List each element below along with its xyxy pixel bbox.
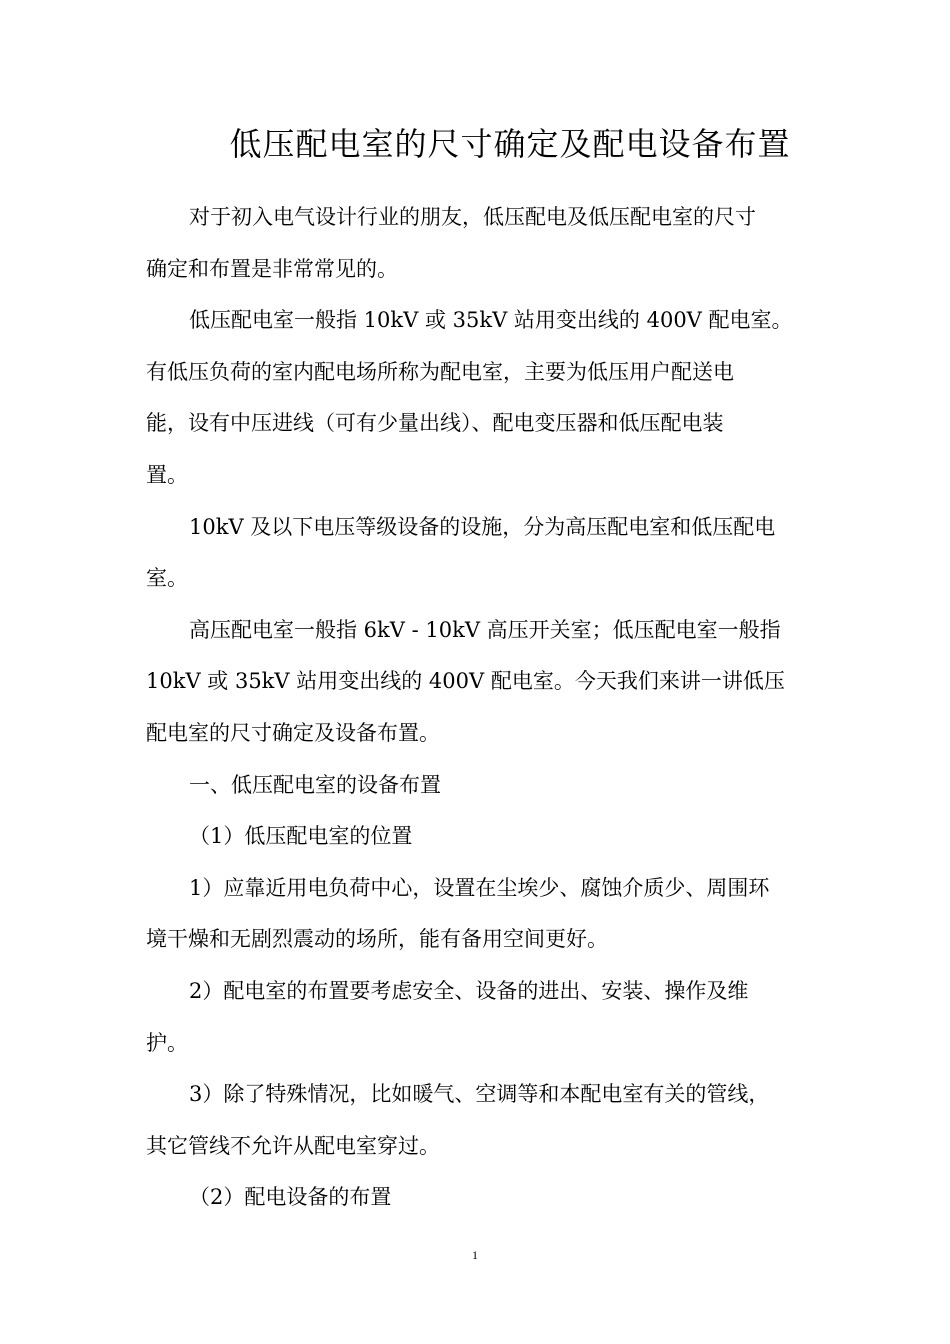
text-line: 2）配电室的布置要考虑安全、设备的进出、安装、操作及维	[189, 978, 749, 1003]
text-line: 境干燥和无剧烈震动的场所，能有备用空间更好。	[146, 927, 608, 952]
text-line: 其它管线不允许从配电室穿过。	[146, 1133, 440, 1158]
page-number: 1	[472, 1248, 478, 1262]
section-heading	[146, 760, 806, 812]
text-line: 室。	[146, 566, 188, 591]
text-line: 10kV 及以下电压等级设备的设施，分为高压配电室和低压配电	[189, 514, 776, 539]
paragraph	[146, 605, 806, 760]
text-line: 确定和布置是非常常见的。	[146, 256, 398, 281]
text-line: 10kV 或 35kV 站用变出线的 400V 配电室。今天我们来讲一讲低压	[146, 669, 785, 694]
text-line: 高压配电室一般指 6kV - 10kV 高压开关室；低压配电室一般指	[189, 617, 781, 642]
paragraph	[146, 192, 806, 295]
paragraph	[146, 863, 806, 966]
text-line: 护。	[146, 1030, 188, 1055]
text-line: 一、低压配电室的设备布置	[189, 772, 441, 797]
text-line: （1）低压配电室的位置	[189, 824, 413, 849]
text-line: 有低压负荷的室内配电场所称为配电室，主要为低压用户配送电	[146, 359, 734, 384]
page-title: 低压配电室的尺寸确定及配电设备布置	[229, 125, 791, 163]
text-line: 对于初入电气设计行业的朋友，低压配电及低压配电室的尺寸	[189, 205, 756, 229]
paragraph	[146, 295, 806, 501]
text-line: 3）除了特殊情况，比如暖气、空调等和本配电室有关的管线，	[189, 1082, 770, 1107]
document-body	[146, 192, 806, 1224]
paragraph	[146, 1069, 806, 1172]
text-line: 能，设有中压进线（可有少量出线）、配电变压器和低压配电装	[146, 411, 724, 436]
paragraph	[146, 502, 806, 605]
text-line: 低压配电室一般指 10kV 或 35kV 站用变出线的 400V 配电室。	[189, 308, 793, 333]
paragraph	[146, 966, 806, 1069]
subsection-heading	[146, 1172, 806, 1224]
text-line: 1）应靠近用电负荷中心，设置在尘埃少、腐蚀介质少、周围环	[189, 875, 770, 900]
subsection-heading	[146, 811, 806, 863]
text-line: （2）配电设备的布置	[189, 1185, 392, 1210]
text-line: 配电室的尺寸确定及设备布置。	[146, 720, 440, 745]
text-line: 置。	[146, 462, 188, 487]
